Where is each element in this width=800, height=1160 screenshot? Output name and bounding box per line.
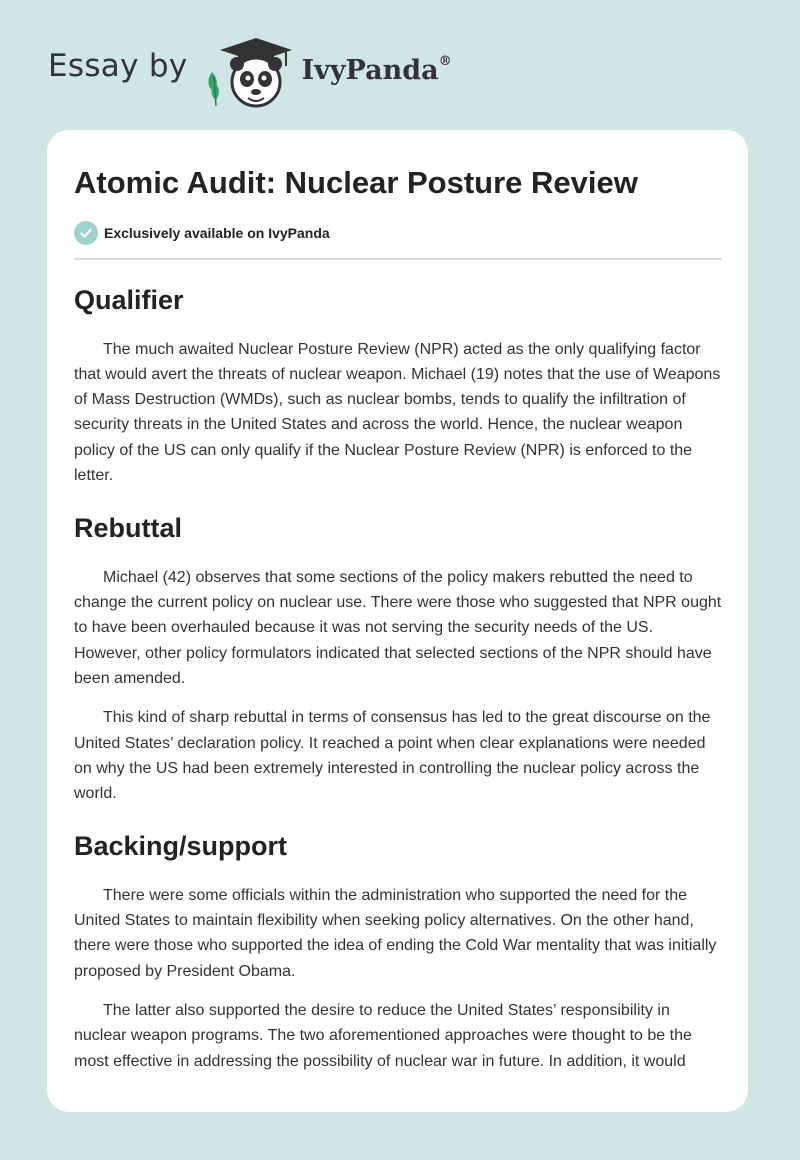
section-heading-rebuttal: Rebuttal (74, 513, 182, 544)
paragraph: There were some officials within the administration who supported the need for the United States to maintain flexibility when seeking policy alternatives. On the other hand, there were those who supported the idea of ending the Cold War mentality that was initially proposed by President Obama. (74, 886, 717, 980)
article-card (47, 130, 748, 1112)
page-title: Atomic Audit: Nuclear Posture Review (74, 165, 638, 200)
panda-logo-icon[interactable] (204, 34, 296, 110)
paragraph: This kind of sharp rebuttal in terms of consensus has led to the great discourse on the United States’ declaration policy. It reached a point when clear explanations were needed on why the US had been extremely interested in controlling the nuclear policy across the world. (74, 709, 711, 803)
paragraph: The much awaited Nuclear Posture Review (NPR) acted as the only qualifying factor that would avert the threats of nuclear weapon. Michael (19) notes that the use of Weapons of Mass Destruction (WMDs), such as nuclear bombs, tends to qualify the infiltration of security threats in the United States and across the world. Hence, the nuclear weapon policy of the US can only qualify if the Nuclear Posture Review (NPR) is enforced to the letter. (74, 340, 721, 485)
check-icon (74, 221, 98, 245)
brand-name[interactable]: IvyPanda® (301, 53, 452, 86)
section-heading-backing: Backing/support (74, 831, 288, 862)
paragraph: Michael (42) observes that some sections of the policy makers rebutted the need to change the current policy on nuclear use. There were those who suggested that NPR ought to have been overhauled because it was not serving the security needs of the US. However, other policy formulators indicated that selected sections of the NPR should have been amended. (74, 568, 722, 687)
essay-by-label: Essay by (48, 48, 188, 84)
site-header (48, 34, 452, 110)
section-heading-qualifier: Qualifier (74, 285, 184, 316)
divider (74, 258, 722, 260)
badge-label: Exclusively available on IvyPanda (104, 225, 330, 242)
registered-mark: ® (438, 53, 452, 69)
paragraph: The latter also supported the desire to reduce the United States’ responsibility in nuclear weapon programs. The two aforementioned approaches were thought to be the most effective in addressing the possibility of nuclear war in future. In addition, it would (74, 1002, 692, 1070)
exclusive-badge (74, 221, 722, 245)
